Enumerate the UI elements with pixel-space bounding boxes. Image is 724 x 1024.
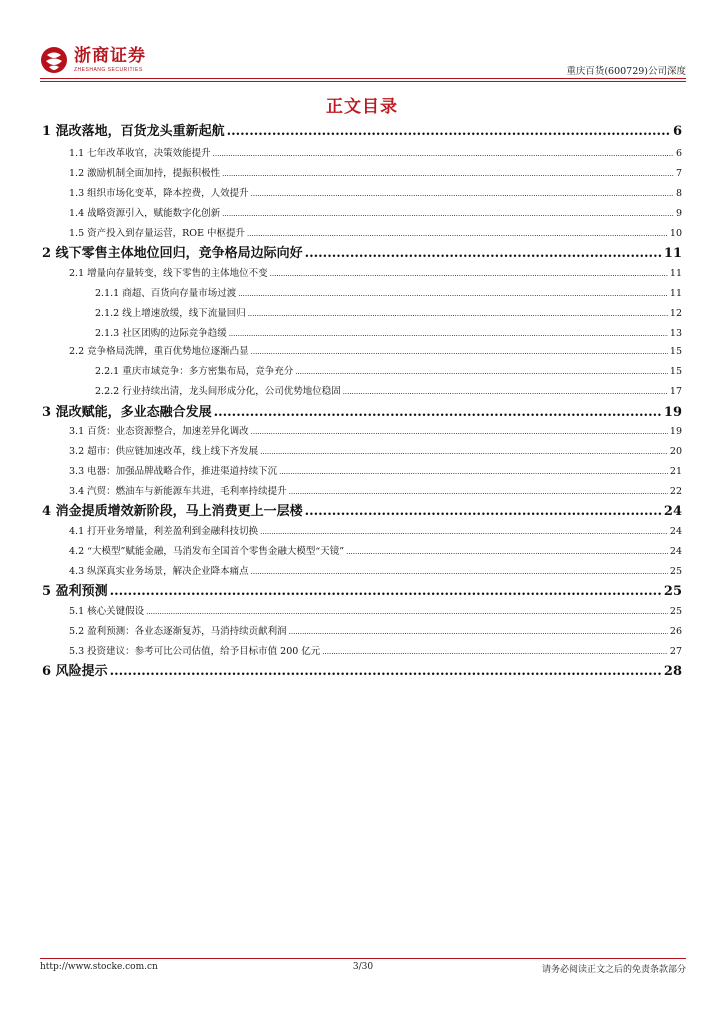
zheshang-logo-icon — [40, 46, 68, 74]
logo-chinese-name: 浙商证券 — [74, 45, 146, 66]
toc-entry[interactable] — [42, 423, 682, 437]
toc-dot-leader — [251, 190, 674, 198]
toc-entry-page: 24 — [669, 546, 682, 557]
page-header — [40, 44, 686, 76]
toc-entry[interactable] — [42, 483, 682, 497]
toc-entry[interactable] — [42, 463, 682, 477]
toc-title: 正文目录 — [326, 97, 398, 117]
toc-entry[interactable] — [42, 543, 682, 557]
toc-entry-page: 15 — [669, 346, 682, 357]
footer-divider — [40, 958, 686, 959]
toc-dot-leader — [248, 310, 668, 318]
toc-entry[interactable] — [42, 120, 682, 140]
toc-entry-title: 1 混改落地，百货龙头重新起航 — [42, 124, 225, 139]
toc-entry-title: 5 盈利预测 — [42, 584, 108, 599]
toc-dot-leader — [251, 568, 668, 576]
toc-entry-title: 1.3 组织市场化变革，降本控费，人效提升 — [69, 188, 249, 199]
toc-entry-page: 22 — [669, 486, 682, 497]
toc-dot-leader — [213, 150, 674, 158]
page-number: 3/30 — [352, 962, 374, 972]
header-divider — [40, 78, 686, 79]
toc-entry-page: 25 — [663, 584, 682, 599]
toc-entry-title: 2.1.2 线上增速放缓，线下流量回归 — [95, 308, 246, 319]
toc-entry-page: 19 — [663, 405, 682, 420]
report-identifier: 重庆百货(600729)公司深度 — [566, 66, 686, 77]
toc-entry-title: 2.1.3 社区团购的边际竞争趋缓 — [95, 328, 227, 339]
toc-dot-leader — [289, 628, 668, 636]
toc-dot-leader — [305, 246, 662, 261]
toc-entry[interactable] — [42, 145, 682, 159]
toc-dot-leader — [222, 210, 674, 218]
toc-dot-leader — [251, 428, 668, 436]
toc-dot-leader — [322, 648, 668, 656]
toc-entry[interactable] — [42, 603, 682, 617]
toc-entry[interactable] — [42, 523, 682, 537]
toc-entry-title: 1.1 七年改革收官，决策效能提升 — [69, 148, 211, 159]
header-divider-thin — [40, 81, 686, 82]
toc-entry[interactable] — [42, 383, 682, 397]
toc-dot-leader — [247, 230, 668, 238]
toc-dot-leader — [270, 270, 668, 278]
toc-entry-title: 1.5 资产投入到存量运营，ROE 中枢提升 — [69, 228, 246, 239]
footer-url-link[interactable]: http://www.stocke.com.cn — [40, 962, 158, 972]
toc-dot-leader — [110, 664, 662, 679]
toc-entry-title: 3 混改赋能，多业态融合发展 — [42, 405, 212, 420]
toc-dot-leader — [110, 584, 662, 599]
toc-entry-page: 9 — [675, 208, 682, 219]
toc-entry[interactable] — [42, 443, 682, 457]
logo-english-name: ZHESHANG SECURITIES — [74, 66, 143, 73]
toc-entry-title: 3.2 超市：供应链加速改革，线上线下齐发展 — [69, 446, 259, 457]
toc-entry-title: 2.2.2 行业持续出清，龙头间形成分化，公司优势地位稳固 — [95, 386, 341, 397]
toc-entry-page: 19 — [669, 426, 682, 437]
toc-entry-page: 25 — [669, 606, 682, 617]
toc-entry-page: 25 — [669, 566, 682, 577]
toc-entry-page: 20 — [669, 446, 682, 457]
toc-dot-leader — [305, 504, 662, 519]
toc-entry-page: 24 — [663, 504, 682, 519]
toc-entry[interactable] — [42, 265, 682, 279]
page-footer — [40, 962, 686, 976]
toc-entry-title: 4.3 纵深真实业务场景，解决企业降本痛点 — [69, 566, 249, 577]
toc-entry[interactable] — [42, 660, 682, 680]
toc-entry-title: 3.3 电器：加强品牌战略合作，推进渠道持续下沉 — [69, 466, 278, 477]
toc-entry-title: 1.4 战略资源引入，赋能数字化创新 — [69, 208, 221, 219]
toc-entry[interactable] — [42, 242, 682, 262]
toc-entry-title: 3.4 汽贸：燃油车与新能源车共进，毛利率持续提升 — [69, 486, 287, 497]
toc-entry-title: 3.1 百货：业态资源整合，加速差异化调改 — [69, 426, 249, 437]
toc-entry-page: 21 — [669, 466, 682, 477]
toc-dot-leader — [346, 548, 668, 556]
toc-dot-leader — [279, 468, 668, 476]
toc-dot-leader — [260, 528, 668, 536]
toc-entry[interactable] — [42, 165, 682, 179]
toc-entry-title: 4 消金提质增效新阶段，马上消费更上一层楼 — [42, 504, 303, 519]
toc-entry[interactable] — [42, 643, 682, 657]
toc-dot-leader — [229, 330, 668, 338]
toc-dot-leader — [343, 388, 668, 396]
toc-entry-title: 5.2 盈利预测：各业态逐渐复苏，马消持续贡献利润 — [69, 626, 287, 637]
toc-entry-page: 17 — [669, 386, 682, 397]
toc-entry-page: 11 — [669, 268, 682, 279]
toc-dot-leader — [251, 348, 668, 356]
toc-entry-page: 24 — [669, 526, 682, 537]
toc-entry-page: 11 — [663, 246, 682, 261]
toc-entry[interactable] — [42, 363, 682, 377]
toc-entry-page: 28 — [663, 664, 682, 679]
toc-entry-page: 11 — [669, 288, 682, 299]
toc-entry-title: 6 风险提示 — [42, 664, 108, 679]
toc-entry[interactable] — [42, 563, 682, 577]
toc-entry[interactable] — [42, 205, 682, 219]
toc-entry-page: 26 — [669, 626, 682, 637]
toc-dot-leader — [214, 405, 662, 420]
toc-entry[interactable] — [42, 401, 682, 421]
toc-entry-title: 2.2.1 重庆市域竞争：多方密集布局，竞争充分 — [95, 366, 294, 377]
toc-entry-page: 6 — [672, 124, 682, 139]
toc-entry[interactable] — [42, 623, 682, 637]
toc-entry[interactable] — [42, 285, 682, 299]
toc-dot-leader — [238, 290, 668, 298]
toc-entry-title: 2.1.1 商超、百货向存量市场过渡 — [95, 288, 237, 299]
toc-dot-leader — [260, 448, 668, 456]
toc-dot-leader — [227, 124, 671, 139]
company-logo — [40, 44, 146, 76]
toc-dot-leader — [146, 608, 668, 616]
toc-entry-page: 13 — [669, 328, 682, 339]
toc-entry[interactable] — [42, 580, 682, 600]
toc-dot-leader — [222, 170, 674, 178]
toc-entry-title: 1.2 激励机制全面加持，提振积极性 — [69, 168, 221, 179]
toc-entry-title: 4.1 打开业务增量，利差盈利到金融科技切换 — [69, 526, 259, 537]
toc-entry-page: 7 — [675, 168, 682, 179]
toc-entry-title: 5.1 核心关键假设 — [69, 606, 145, 617]
toc-entry[interactable] — [42, 500, 682, 520]
toc-entry-page: 15 — [669, 366, 682, 377]
disclaimer-note: 请务必阅读正文之后的免责条款部分 — [541, 965, 686, 975]
toc-dot-leader — [289, 488, 668, 496]
toc-entry[interactable] — [42, 343, 682, 357]
toc-entry-title: 5.3 投资建议：参考可比公司估值，给予目标市值 200 亿元 — [69, 646, 321, 657]
toc-entry-page: 8 — [675, 188, 682, 199]
toc-entry-title: 2.2 竞争格局洗牌，重百优势地位逐渐凸显 — [69, 346, 249, 357]
toc-entry[interactable] — [42, 225, 682, 239]
toc-entry[interactable] — [42, 305, 682, 319]
toc-entry-page: 6 — [675, 148, 682, 159]
toc-entry-page: 10 — [669, 228, 682, 239]
toc-entry-page: 27 — [669, 646, 682, 657]
toc-entry-title: 2 线下零售主体地位回归，竞争格局边际向好 — [42, 246, 303, 261]
toc-entry-page: 12 — [669, 308, 682, 319]
toc-entry[interactable] — [42, 185, 682, 199]
toc-entry-title: 2.1 增量向存量转变，线下零售的主体地位不变 — [69, 268, 268, 279]
toc-entry[interactable] — [42, 325, 682, 339]
toc-dot-leader — [295, 368, 668, 376]
toc-entry-title: 4.2 “大模型”赋能金融，马消发布全国首个零售金融大模型“天镜” — [69, 546, 345, 557]
